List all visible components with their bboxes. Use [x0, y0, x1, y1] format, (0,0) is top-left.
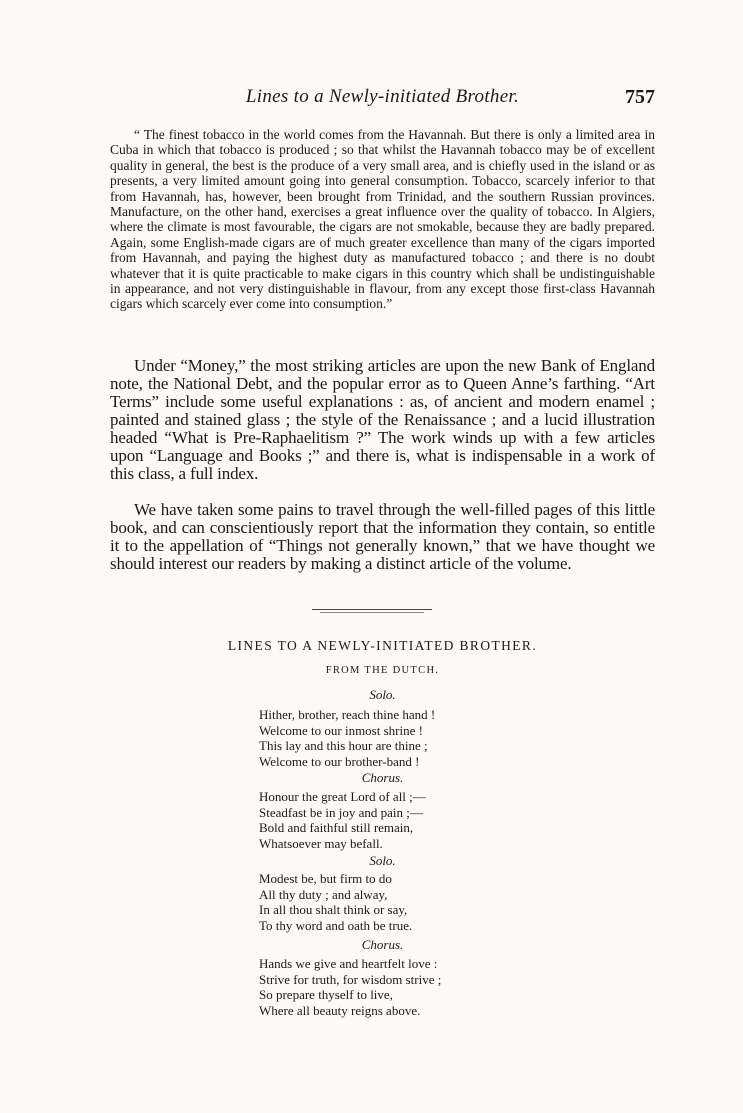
poem-line: Bold and faithful still remain, — [259, 820, 414, 836]
section-divider — [312, 609, 432, 610]
poem-line: This lay and this hour are thine ; — [259, 738, 428, 754]
stanza-label-chorus: Chorus. — [361, 770, 404, 785]
poem-line: All thy duty ; and alway, — [259, 886, 388, 902]
running-head — [110, 86, 655, 112]
poem-line: In all thou shalt think or say, — [259, 902, 408, 918]
poem-line: Steadfast be in joy and pain ;— — [259, 804, 423, 820]
poem-line: Hands we give and heartfelt love : — [259, 956, 438, 971]
poem-title: LINES TO A NEWLY-INITIATED BROTHER. — [227, 638, 538, 653]
paragraph-money: Under “Money,” the most striking articles are upon the new Bank of England note, the National Debt, and the popular error as to Queen Anne’s farthing. “Art Terms” include some useful explanations : as, of ancient and modern enamel ; painted and stained glass ; the style of the Renaissance ; and a lucid illustration headed “What is Pre-Raphaelitism ?” The work winds up with a few articles upon “Language and Books ;” and there is, what is indispensable in a work of this class, a full index. — [110, 356, 655, 483]
poem-line: Modest be, but firm to do — [259, 871, 392, 886]
poem-line: Where all beauty reigns above. — [259, 1003, 421, 1019]
stanza-label-solo: Solo. — [369, 687, 396, 702]
stanza-1 — [259, 707, 559, 770]
stanza-3 — [259, 871, 559, 934]
tobacco-quote: “ The finest tobacco in the world comes from the Havannah. But there is only a limited area in Cuba in which that tobacco is produced ; so that whilst the Havannah tobacco may be of excellent quality in general, the best is the produce of a very small area, and is chiefly used in the island or as presents, a very limited amount going into general consumption. Tobacco, scarcely inferior to that from Havannah, has, however, been brought from Trinidad, and the southern Russian provinces. Manufacture, on the other hand, exercises a great influence over the quality of tobacco. In Algiers, where the climate is most favourable, the cigars are not smokable, because they are badly prepared. Again, some English-made cigars are of much greater excellence than many of the cigars imported from Havannah, and paying the highest duty as manufactured tobacco ; and there is no doubt whatever that it is quite practicable to make cigars in this country which shall be undistinguishable in appearance, and not very distinguishable in flavour, from any except those first-class Havannah cigars which scarcely ever come into consumption.” — [110, 127, 655, 312]
stanza-label-chorus: Chorus. — [361, 937, 404, 952]
running-title: Lines to a Newly-initiated Brother. — [245, 86, 520, 107]
poem-line: Hither, brother, reach thine hand ! — [259, 707, 436, 722]
page-number: 757 — [625, 86, 655, 108]
poem-line: Welcome to our brother-band ! — [259, 754, 420, 770]
stanza-label-solo: Solo. — [369, 853, 396, 868]
section-divider-thin — [320, 612, 424, 613]
poem-line: So prepare thyself to live, — [259, 987, 393, 1003]
stanza-4 — [259, 956, 559, 1019]
poem-line: Strive for truth, for wisdom strive ; — [259, 971, 442, 987]
stanza-2 — [259, 789, 559, 852]
poem-line: To thy word and oath be true. — [259, 918, 413, 934]
poem-subtitle: FROM THE DUTCH. — [325, 665, 440, 676]
paragraph-conclusion: We have taken some pains to travel through the well-filled pages of this little book, and can conscientiously report that the information they contain, so entitle it to the appellation of “Things not generally known,” that we have thought we should interest our readers by making a distinct article of the volume. — [110, 500, 655, 573]
poem-line: Whatsoever may befall. — [259, 836, 383, 852]
poem-line: Welcome to our inmost shrine ! — [259, 722, 423, 738]
poem-line: Honour the great Lord of all ;— — [259, 789, 426, 804]
